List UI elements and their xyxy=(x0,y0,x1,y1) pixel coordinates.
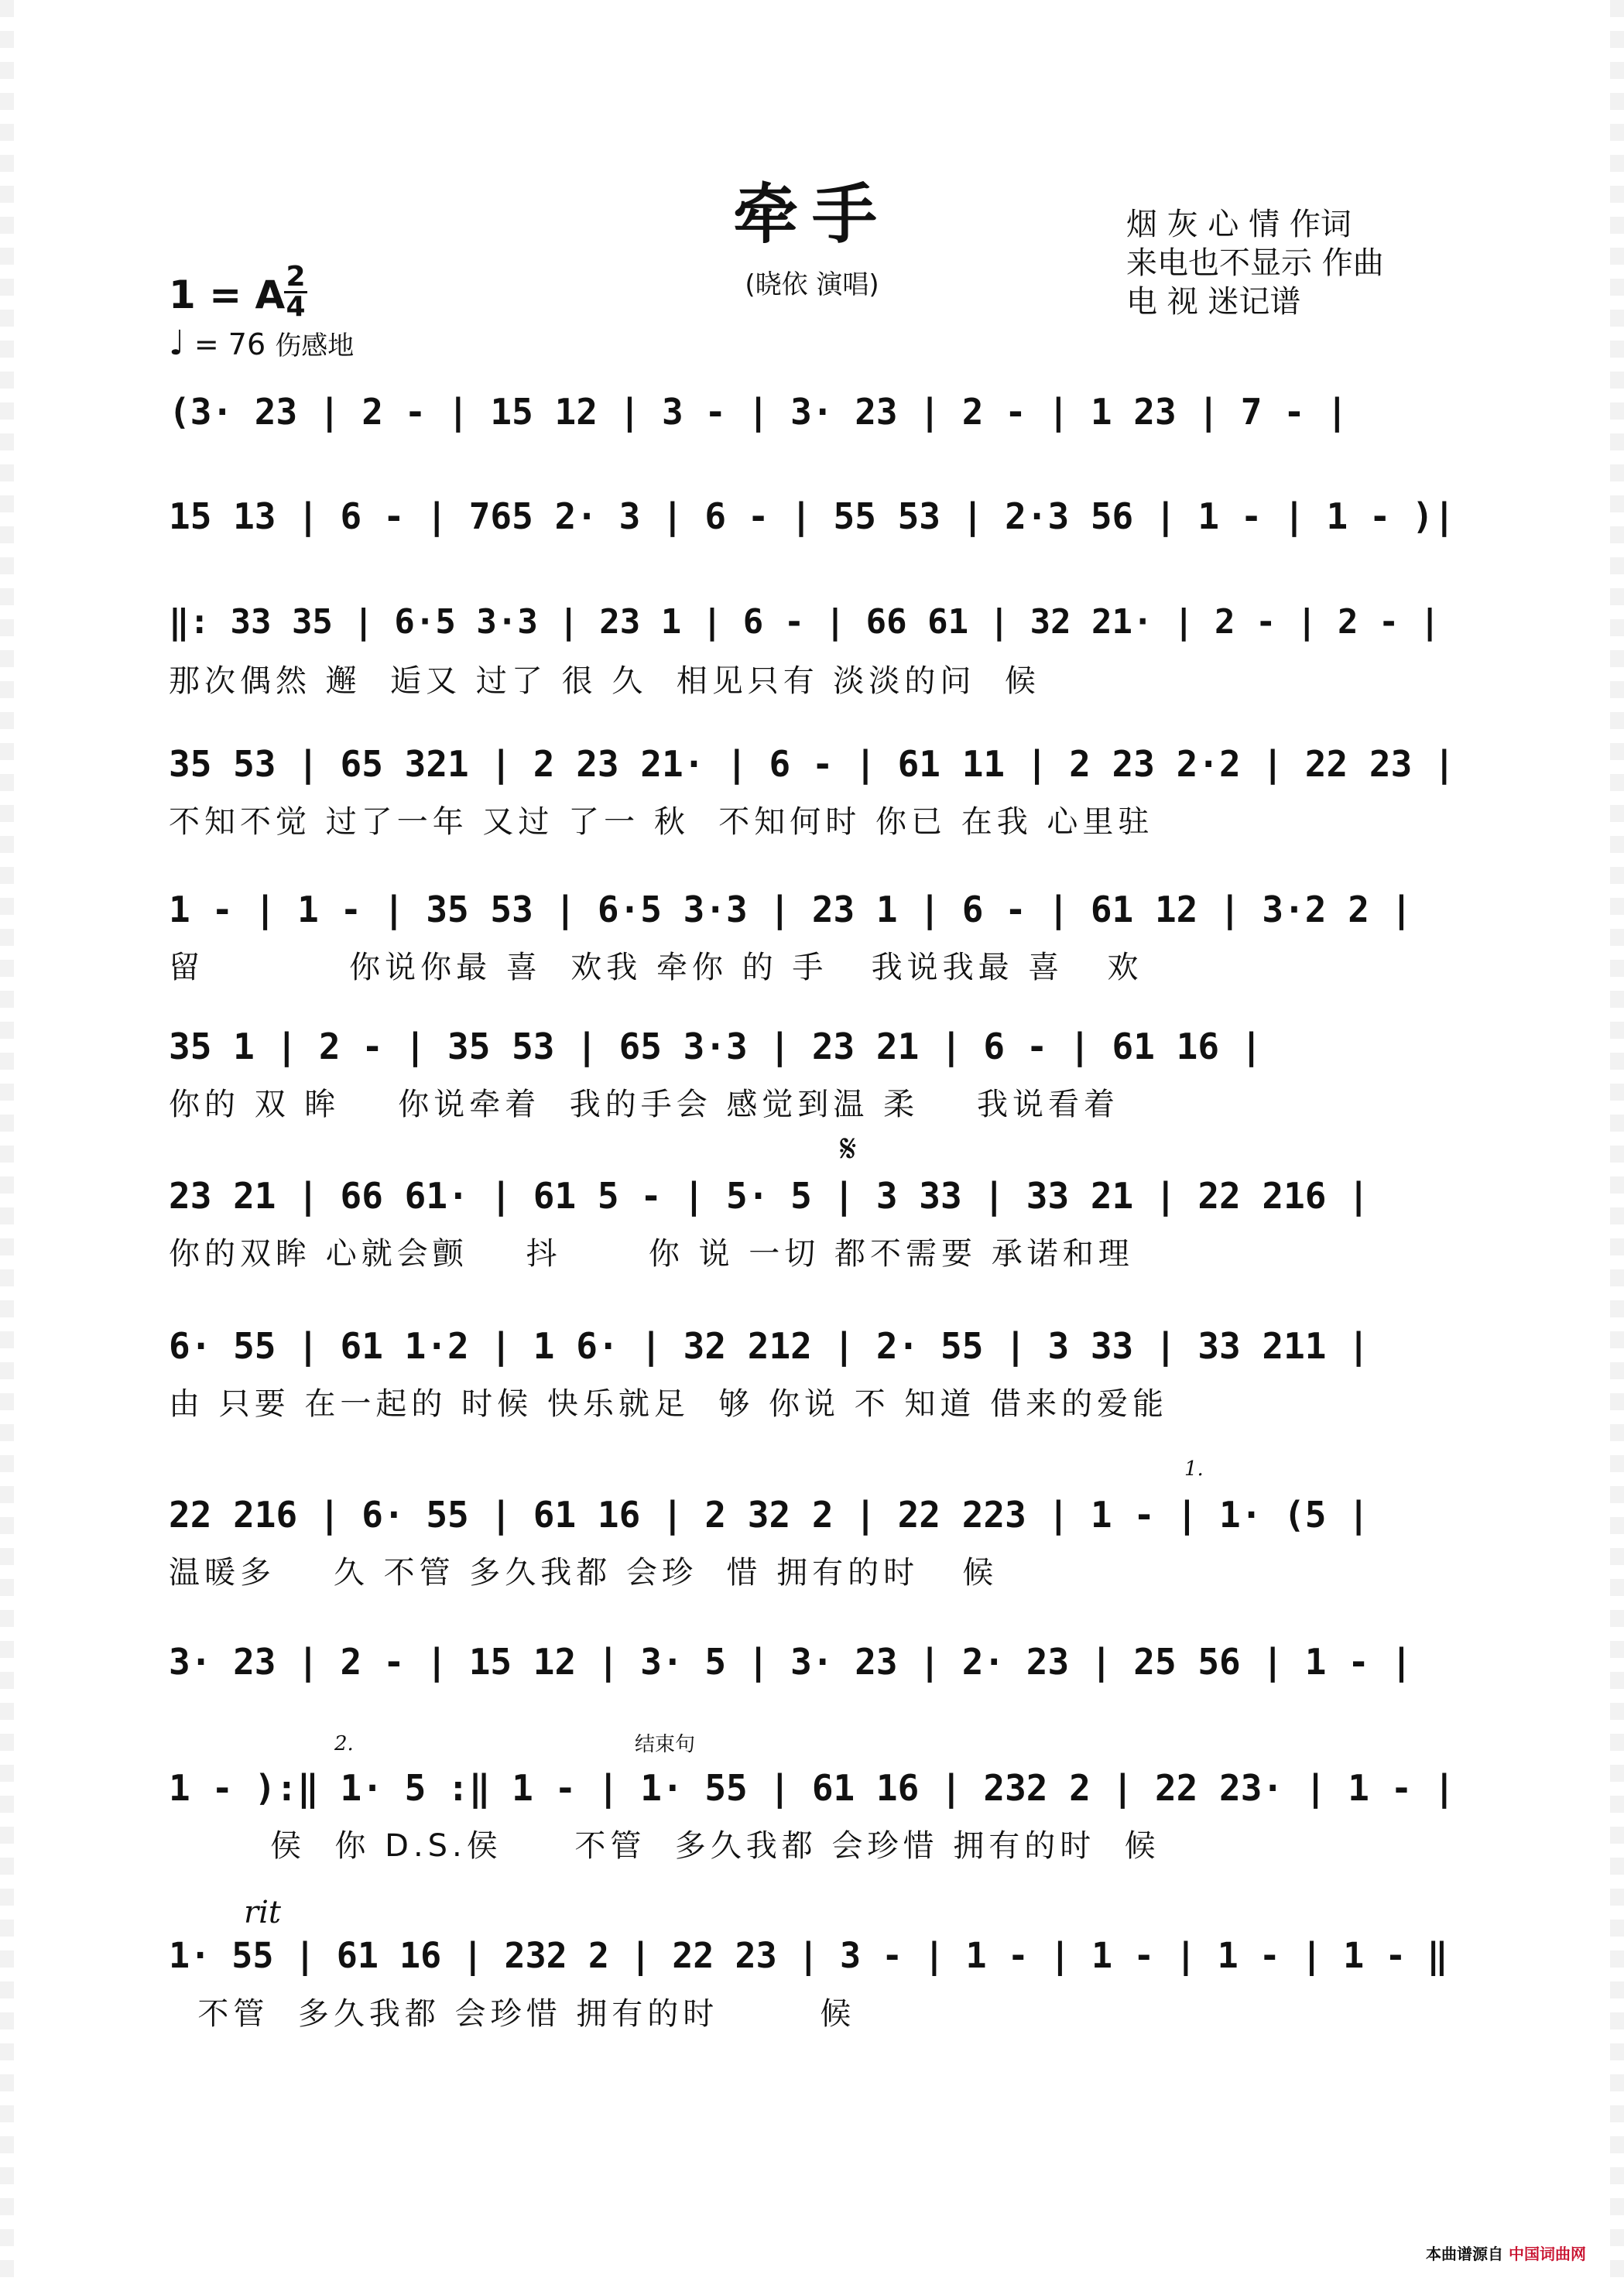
lyricist-credit: 烟 灰 心 情 作词 xyxy=(1126,207,1352,242)
notation-line: 22 216 | 6· 55 | 61 16 | 2 32 2 | 22 223 | 1 - | 1· (5 | xyxy=(169,1494,1369,1536)
staff-row xyxy=(169,1325,1460,1422)
time-signature-top: 2 xyxy=(286,261,306,293)
first-ending-label: 1. xyxy=(1184,1457,1204,1481)
staff-row xyxy=(169,602,1460,699)
lyric-line: 侯 你 D.S.侯 不管 多久我都 会珍惜 拥有的时 候 xyxy=(169,1828,1160,1864)
lyric-line: 由 只要 在一起的 时候 快乐就足 够 你说 不 知道 借来的爱能 xyxy=(169,1386,1169,1422)
staff-row xyxy=(169,889,1460,985)
notation-line: 23 21 | 66 61· | 61 5 - | 5· 5 | 3 33 | 33 21 | 22 216 | xyxy=(169,1175,1369,1217)
notation-line: 1· 55 | 61 16 | 232 2 | 22 23 | 3 - | 1 - | 1 - | 1 - | 1 - ‖ xyxy=(169,1935,1448,1976)
lyric-line: 你的 双 眸 你说牵着 我的手会 感觉到温 柔 我说看着 xyxy=(169,1087,1120,1122)
composer-credit: 来电也不显示 作曲 xyxy=(1126,245,1384,281)
notation-line: 35 1 | 2 - | 35 53 | 65 3·3 | 23 21 | 6 - | 61 16 | xyxy=(169,1026,1263,1067)
footer-prefix: 本曲谱源自 xyxy=(1426,2245,1503,2263)
tempo-mood: 伤感地 xyxy=(275,331,355,361)
notation-line: ‖: 33 35 | 6·5 3·3 | 23 1 | 6 - | 66 61 | 32 21· | 2 - | 2 - | xyxy=(169,602,1441,642)
notation-line: 1 - | 1 - | 35 53 | 6·5 3·3 | 23 1 | 6 - | 61 12 | 3·2 2 | xyxy=(169,889,1413,930)
time-signature-bottom: 4 xyxy=(286,291,306,323)
right-watermark-strip xyxy=(1610,0,1624,2281)
lyric-line: 留 你说你最 喜 欢我 牵你 的 手 我说我最 喜 欢 xyxy=(169,950,1143,985)
second-ending-label: 2. xyxy=(334,1732,354,1755)
staff-row xyxy=(169,495,1460,537)
lyric-line: 温暖多 久 不管 多久我都 会珍 惜 拥有的时 候 xyxy=(169,1555,999,1591)
notation-line: 3· 23 | 2 - | 15 12 | 3· 5 | 3· 23 | 2· 23 | 25 56 | 1 - | xyxy=(169,1641,1413,1683)
staff-row xyxy=(169,391,1460,433)
performer-note: (晓依 演唱) xyxy=(745,269,879,300)
ritardando-mark: rit xyxy=(244,1895,281,1930)
credits-block xyxy=(1126,205,1459,321)
tempo-value: = 76 xyxy=(194,327,266,361)
notation-line: 1 - ):‖ 1· 5 :‖ 1 - | 1· 55 | 61 16 | 232 2 | 22 23· | 1 - | xyxy=(169,1767,1455,1809)
staff-row xyxy=(169,1641,1460,1683)
lyric-line: 不管 多久我都 会珍惜 拥有的时 候 xyxy=(169,1996,856,2032)
segno-icon: 𝄋 xyxy=(840,1126,857,1171)
staff-row xyxy=(169,1175,1460,1272)
song-title: 牵手 xyxy=(732,176,891,252)
staff-row xyxy=(169,1935,1460,2032)
quarter-note-icon: ♩ xyxy=(169,324,185,363)
notation-line: (3· 23 | 2 - | 15 12 | 3 - | 3· 23 | 2 - | 1 23 | 7 - | xyxy=(169,391,1348,433)
staff-row xyxy=(169,1767,1460,1864)
transcriber-credit: 电 视 迷记谱 xyxy=(1126,284,1301,320)
key-signature: 1 = A xyxy=(169,272,286,317)
staff-row xyxy=(169,1026,1460,1122)
footer-brand: 中国词曲网 xyxy=(1508,2245,1586,2263)
lyric-line: 那次偶然 邂 逅又 过了 很 久 相见只有 淡淡的问 候 xyxy=(169,663,1040,699)
notation-line: 6· 55 | 61 1·2 | 1 6· | 32 212 | 2· 55 | 3 33 | 33 211 | xyxy=(169,1325,1369,1367)
left-watermark-strip xyxy=(0,0,14,2281)
lyric-line: 不知不觉 过了一年 又过 了一 秋 不知何时 你已 在我 心里驻 xyxy=(169,804,1154,840)
notation-line: 35 53 | 65 321 | 2 23 21· | 6 - | 61 11 | 2 23 2·2 | 22 23 | xyxy=(169,743,1455,785)
time-signature xyxy=(283,263,309,321)
staff-row xyxy=(169,743,1460,840)
tempo-marking xyxy=(169,324,354,363)
source-footer xyxy=(1426,2242,1586,2264)
end-phrase-label: 结束句 xyxy=(635,1733,696,1756)
lyric-line: 你的双眸 心就会颤 抖 你 说 一切 都不需要 承诺和理 xyxy=(169,1236,1134,1272)
notation-line: 15 13 | 6 - | 765 2· 3 | 6 - | 55 53 | 2·3 56 | 1 - | 1 - )| xyxy=(169,495,1455,537)
staff-row xyxy=(169,1494,1460,1591)
